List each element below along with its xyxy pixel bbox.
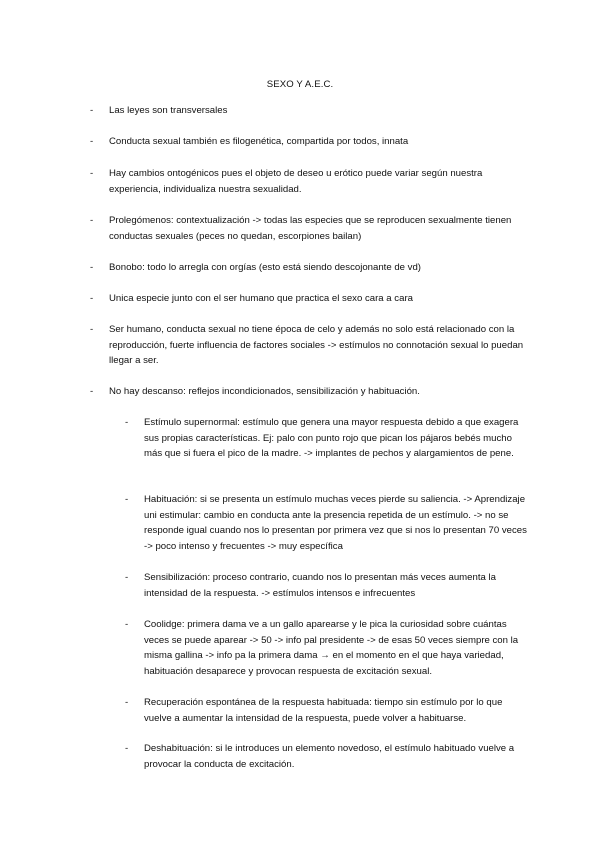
sub-list-item	[125, 741, 530, 772]
list-item	[90, 384, 530, 400]
sub-list-item-text: Recuperación espontánea de la respuesta habituada: tiempo sin estímulo por lo que vuelve a aumentar la intensidad de la respuesta, puede volver a habituarse.	[144, 697, 503, 724]
bullet-marker: -	[125, 494, 129, 505]
bullet-marker: -	[125, 417, 129, 428]
bullet-marker: -	[90, 386, 94, 397]
list-item	[90, 103, 530, 119]
document-title: SEXO Y A.E.C.	[266, 79, 334, 90]
sub-list-item-text: Deshabituación: si le introduces un elemento novedoso, el estímulo habituado vuelve a provocar la conducta de excitación.	[144, 743, 515, 770]
bullet-marker: -	[125, 619, 129, 630]
bullet-marker: -	[90, 105, 94, 116]
bullet-marker: -	[90, 262, 94, 273]
sub-list-item-text: Sensibilización: proceso contrario, cuando nos lo presentan más veces aumenta la intensidad de la respuesta. -> estímulos intensos e infrecuentes	[144, 572, 496, 599]
sub-list-item	[125, 570, 530, 601]
bullet-marker: -	[90, 293, 94, 304]
sub-list-item-text: Estímulo supernormal: estímulo que genera una mayor respuesta debido a que exagera sus propias características. Ej: palo con punto rojo que pican los pájaros bebés mucho más que si fuera el pico de la madre. -> implantes de pechos y alargamientos de pene.	[144, 417, 519, 459]
sub-list-item	[125, 695, 530, 726]
bullet-marker: -	[90, 215, 94, 226]
bullet-marker: -	[90, 136, 94, 147]
bullet-marker: -	[125, 572, 129, 583]
list-item-text: Conducta sexual también es filogenética, compartida por todos, innata	[109, 136, 409, 147]
list-item-text: Las leyes son transversales	[109, 105, 228, 116]
bullet-marker: -	[90, 324, 94, 335]
bullet-marker: -	[125, 743, 129, 754]
list-item	[90, 134, 530, 150]
list-item-text: Unica especie junto con el ser humano que practica el sexo cara a cara	[109, 293, 413, 304]
sub-list-item	[125, 492, 530, 554]
list-item	[90, 260, 530, 276]
list-item	[90, 322, 530, 369]
list-item-text: Bonobo: todo lo arregla con orgías (esto está siendo descojonante de vd)	[109, 262, 422, 273]
list-item	[90, 166, 530, 197]
sub-list-item-text: Habituación: si se presenta un estímulo muchas veces pierde su saliencia. -> Aprendizaje uni estimular: cambio en conducta ante la presencia repetida de un estímulo. -> no se responde igual cuando nos lo presentan por primera vez que si nos lo presentan 70 veces -> poco intenso y frecuentes -> muy específica	[144, 494, 527, 552]
sub-list-item	[125, 617, 530, 679]
sub-list-item-text: Coolidge: primera dama ve a un gallo aparearse y le pica la curiosidad sobre cuántas veces se puede aparear -> 50 -> info pal presidente -> de esas 50 veces siempre con la misma gallina -> info pa la primera dama → en el momento en el que haya variedad, habituación desaparece y provocan respuesta de excitación sexual.	[144, 619, 519, 677]
list-item	[90, 291, 530, 307]
list-item-text: Hay cambios ontogénicos pues el objeto de deseo u erótico puede variar según nuestra experiencia, individualiza nuestra sexualidad.	[109, 168, 483, 195]
bullet-marker: -	[125, 697, 129, 708]
list-item-text: Prolegómenos: contextualización -> todas las especies que se reproducen sexualmente tienen conductas sexuales (peces no quedan, escorpiones bailan)	[109, 215, 512, 242]
sub-list-item	[125, 415, 530, 462]
list-item-text: Ser humano, conducta sexual no tiene época de celo y además no solo está relacionado con la reproducción, fuerte influencia de factores sociales -> estímulos no connotación sexual lo puedan llegar a ser.	[109, 324, 524, 366]
bullet-marker: -	[90, 168, 94, 179]
list-item-text: No hay descanso: reflejos incondicionados, sensibilización y habituación.	[109, 386, 420, 397]
list-item	[90, 213, 530, 244]
